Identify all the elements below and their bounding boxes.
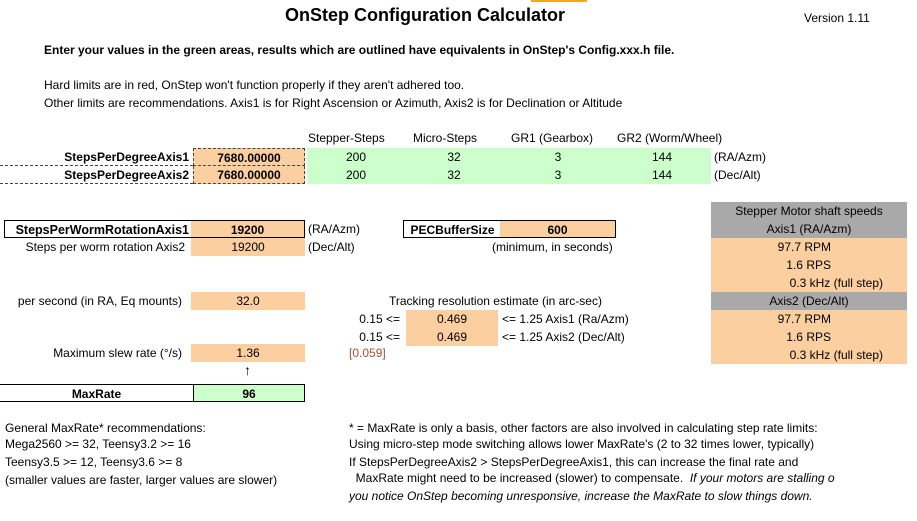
axis1-micro-steps-input[interactable]: 32 (405, 148, 503, 166)
steps-per-degree-axis1-label: StepsPerDegreeAxis1 (0, 148, 193, 166)
motor-axis1-rps: 1.6 RPS (711, 256, 907, 274)
steps-per-worm-axis2-label: Steps per worm rotation Axis2 (25, 240, 185, 254)
page-title: OnStep Configuration Calculator (285, 5, 566, 25)
pec-buffer-note: (minimum, in seconds) (492, 240, 613, 254)
tracking-axis1-value: 0.469 (406, 310, 498, 328)
max-slew-rate-label: Maximum slew rate (°/s) (53, 346, 182, 360)
motor-speeds-axis2-header: Axis2 (Dec/Alt) (711, 292, 907, 310)
header-gr2: GR2 (Worm/Wheel) (617, 131, 723, 145)
axis1-stepper-steps-input[interactable]: 200 (307, 148, 405, 166)
axis2-stepper-steps-input[interactable]: 200 (307, 166, 405, 184)
per-second-value: 32.0 (191, 292, 305, 310)
worm-axis1-note: (RA/Azm) (308, 222, 360, 236)
version-label: Version 1.11 (804, 11, 870, 25)
max-slew-rate-value: 1.36 (191, 344, 305, 362)
title-selected-cell-marker (531, 0, 587, 2)
worm-axis2-note: (Dec/Alt) (308, 240, 355, 254)
motor-axis2-khz: 0.3 kHz (full step) (711, 346, 907, 364)
slew-rate-limit-note: [0.059] (349, 346, 386, 360)
steps-per-worm-axis2-value: 19200 (191, 238, 305, 256)
per-second-label: per second (in RA, Eq mounts) (17, 294, 182, 308)
notes-line-4 (349, 471, 835, 485)
pec-buffer-size-label: PECBufferSize (403, 220, 501, 238)
motor-speeds-axis1-header: Axis1 (RA/Azm) (711, 220, 907, 238)
steps-per-degree-axis2-value: 7680.00000 (193, 166, 305, 184)
instruction-line-2: Hard limits are in red, OnStep won't function properly if they aren't adhered too. (44, 78, 465, 92)
steps-per-worm-axis1-value: 19200 (191, 220, 305, 238)
instruction-line-3: Other limits are recommendations. Axis1 is for Right Ascension or Azimuth, Axis2 is for Declination or Altitude (44, 96, 623, 110)
notes-line-3: If StepsPerDegreeAxis2 > StepsPerDegreeAxis1, this can increase the final rate and (349, 455, 799, 469)
axis1-note: (RA/Azm) (714, 150, 766, 164)
steps-per-degree-axis2-label: StepsPerDegreeAxis2 (0, 166, 193, 184)
notes-line-4-italic: If your motors are stalling o (683, 471, 835, 485)
axis2-micro-steps-input[interactable]: 32 (405, 166, 503, 184)
tracking-axis1-lower-limit: 0.15 <= (359, 312, 400, 326)
axis1-gr1-input[interactable]: 3 (503, 148, 613, 166)
tracking-axis2-upper-limit: <= 1.25 Axis2 (Dec/Alt) (502, 330, 625, 344)
recommendations-line-3: Teensy3.5 >= 12, Teensy3.6 >= 8 (5, 455, 183, 469)
recommendations-line-2: Mega2560 >= 32, Teensy3.2 >= 16 (5, 437, 191, 451)
header-micro-steps: Micro-Steps (413, 131, 478, 145)
tracking-axis1-upper-limit: <= 1.25 Axis1 (Ra/Azm) (502, 312, 629, 326)
motor-axis2-rps: 1.6 RPS (711, 328, 907, 346)
notes-line-4-text: MaxRate might need to be increased (slower) to compensate. (349, 471, 684, 485)
header-gr1: GR1 (Gearbox) (511, 131, 594, 145)
notes-line-1: * = MaxRate is only a basis, other factors are also involved in calculating step rate limits: (349, 421, 818, 435)
tracking-axis2-value: 0.469 (406, 328, 498, 346)
maxrate-input[interactable]: 96 (193, 384, 305, 402)
instruction-line-1: Enter your values in the green areas, results which are outlined have equivalents in OnStep's Config.xxx.h file. (44, 43, 675, 57)
axis1-gr2-input[interactable]: 144 (613, 148, 711, 166)
axis2-note: (Dec/Alt) (714, 168, 761, 182)
up-arrow-icon: ↑ (244, 362, 251, 378)
notes-line-5: you notice OnStep becoming unresponsive, increase the MaxRate to slow things down. (349, 489, 813, 503)
tracking-resolution-title: Tracking resolution estimate (in arc-sec) (389, 294, 602, 308)
recommendations-line-4: (smaller values are faster, larger values are slower) (5, 473, 278, 487)
motor-axis2-rpm: 97.7 RPM (711, 310, 907, 328)
notes-line-2: Using micro-step mode switching allows lower MaxRate's (2 to 32 times lower, typically) (349, 437, 815, 451)
header-stepper-steps: Stepper-Steps (308, 131, 385, 145)
recommendations-line-1: General MaxRate* recommendations: (5, 421, 206, 435)
tracking-axis2-lower-limit: 0.15 <= (359, 330, 400, 344)
axis2-gr2-input[interactable]: 144 (613, 166, 711, 184)
axis2-gr1-input[interactable]: 3 (503, 166, 613, 184)
motor-speeds-title: Stepper Motor shaft speeds (711, 202, 907, 220)
pec-buffer-size-value: 600 (500, 220, 616, 238)
motor-axis1-rpm: 97.7 RPM (711, 238, 907, 256)
steps-per-worm-axis1-label: StepsPerWormRotationAxis1 (4, 220, 193, 238)
motor-axis1-khz: 0.3 kHz (full step) (711, 274, 907, 292)
maxrate-label: MaxRate (0, 384, 193, 402)
steps-per-degree-axis1-value: 7680.00000 (193, 148, 305, 166)
